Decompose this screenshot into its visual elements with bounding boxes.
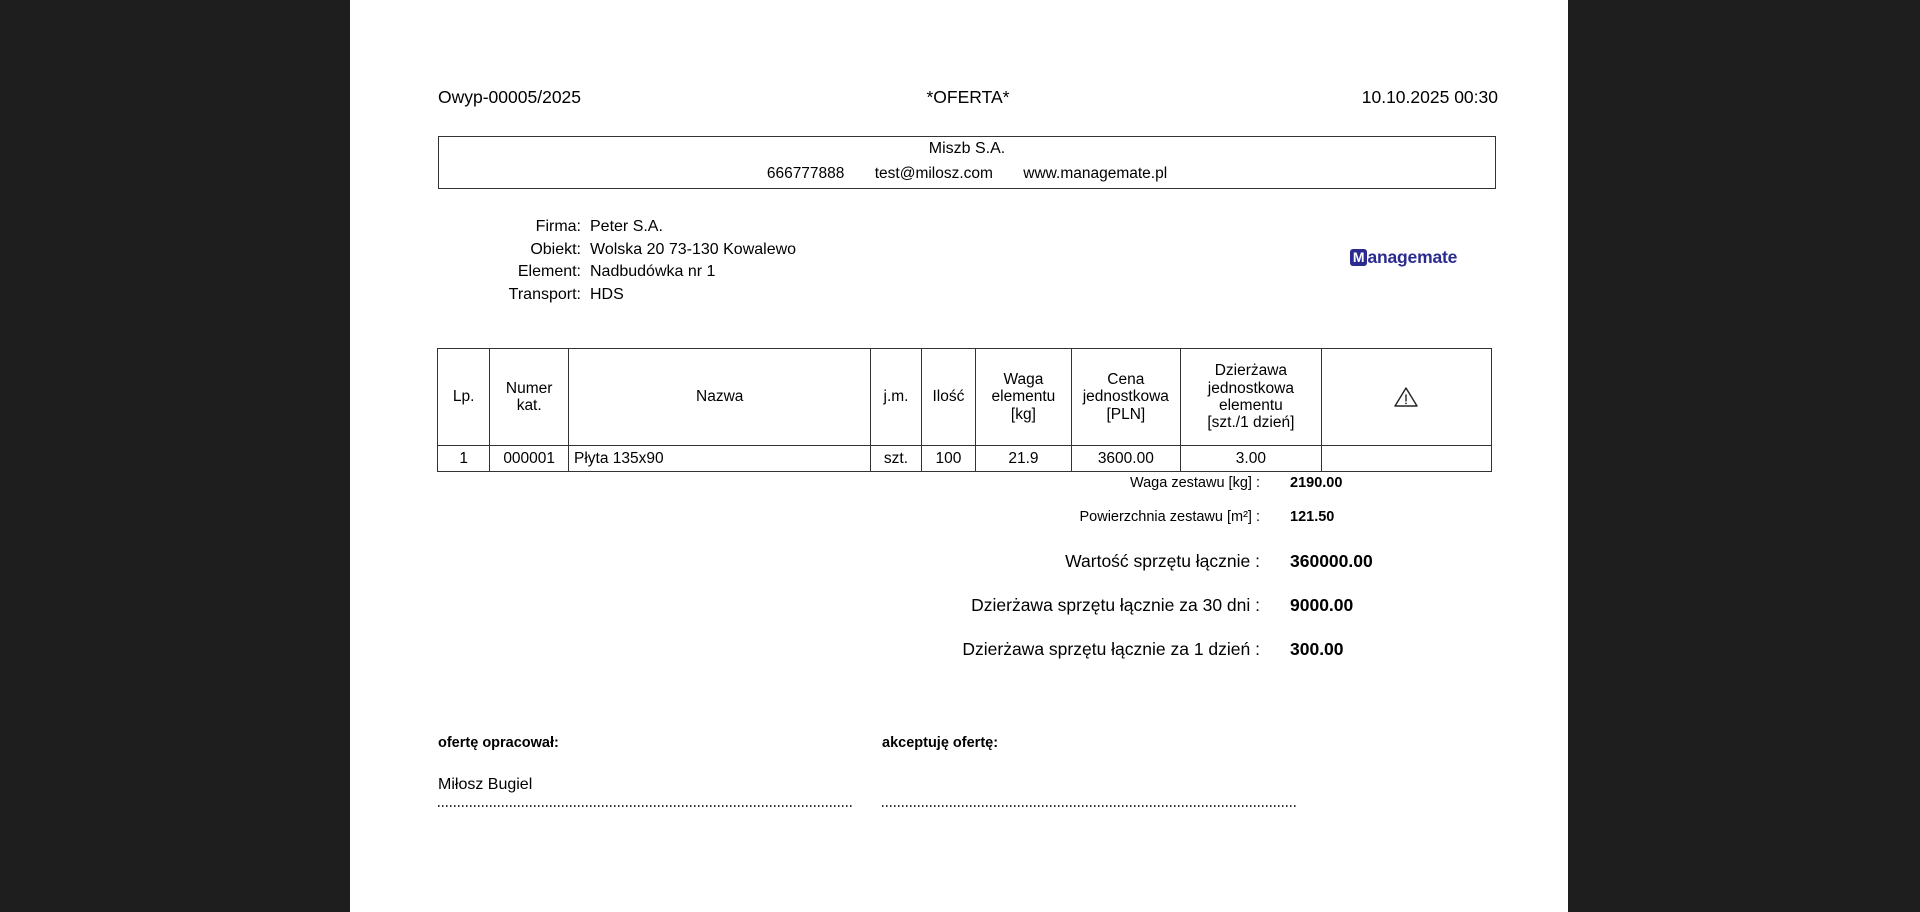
meta-value-obiekt: Wolska 20 73-130 Kowalewo (590, 240, 797, 258)
document-header-line (438, 85, 1498, 109)
cell-numer-kat: 000001 (490, 446, 569, 472)
company-phone: 666777888 (766, 165, 845, 182)
column-header-nazwa: Nazwa (568, 349, 871, 446)
column-header-cena-line3: [PLN] (1106, 405, 1146, 423)
total-row-area (438, 507, 1498, 541)
column-header-warning (1321, 349, 1491, 446)
total-label-rent-1-day: Dzierżawa sprzętu łącznie za 1 dzień : (962, 639, 1260, 659)
meta-label-firma: Firma: (535, 218, 581, 235)
meta-row-transport (438, 286, 1058, 309)
column-header-waga-line2: elementu (991, 388, 1056, 406)
meta-row-element (438, 263, 1058, 286)
logo-badge-icon: M (1350, 249, 1367, 266)
total-value-area: 121.50 (1290, 509, 1335, 525)
meta-value-element: Nadbudówka nr 1 (590, 263, 716, 280)
column-header-cena-line2: jednostkowa (1082, 388, 1169, 406)
column-header-cena (1071, 349, 1181, 446)
column-header-dzierzawa-line2: jednostkowa (1207, 379, 1294, 397)
cell-waga: 21.9 (976, 446, 1071, 472)
company-info-box (438, 136, 1496, 189)
table-header-row (438, 349, 1492, 446)
cell-jm: szt. (871, 446, 921, 472)
total-value-weight: 2190.00 (1290, 475, 1343, 491)
signature-accepted-by-label: akceptuję ofertę: (882, 735, 999, 751)
signature-line-left (438, 804, 852, 807)
meta-label-obiekt: Obiekt: (530, 240, 581, 258)
total-label-weight: Waga zestawu [kg] : (1129, 475, 1260, 491)
meta-row-obiekt (438, 241, 1058, 264)
column-header-waga-line1: Waga (1003, 370, 1044, 388)
total-value-equipment-value: 360000.00 (1290, 551, 1373, 571)
signature-prepared-by-name: Miłosz Bugiel (438, 776, 533, 793)
meta-value-transport: HDS (590, 285, 624, 303)
column-header-lp: Lp. (438, 349, 490, 446)
cell-ilosc: 100 (921, 446, 976, 472)
meta-label-element: Element: (517, 263, 581, 280)
column-header-cena-line1: Cena (1107, 370, 1145, 388)
signature-prepared-by (438, 735, 852, 807)
total-row-rent-1-day (438, 639, 1498, 673)
column-header-dzierzawa-line3: elementu (1218, 397, 1283, 414)
logo-text: anagemate (1367, 246, 1458, 267)
signature-line-right (882, 804, 1296, 807)
total-row-weight (438, 473, 1498, 507)
column-header-numer-kat (490, 349, 569, 446)
company-website: www.managemate.pl (1023, 165, 1168, 182)
managemate-logo (1350, 244, 1457, 270)
totals-section (438, 473, 1498, 673)
meta-value-firma: Peter S.A. (590, 218, 663, 235)
column-header-waga (976, 349, 1071, 446)
total-label-equipment-value: Wartość sprzętu łącznie : (1065, 551, 1260, 571)
totals-spacer-2 (438, 585, 1498, 595)
total-label-rent-30-days: Dzierżawa sprzętu łącznie za 30 dni : (971, 595, 1260, 615)
cell-cena: 3600.00 (1071, 446, 1181, 472)
totals-spacer (438, 541, 1498, 551)
column-header-numer-kat-line2: kat. (516, 397, 542, 414)
total-row-equipment-value (438, 551, 1498, 585)
column-header-dzierzawa (1181, 349, 1322, 446)
cell-warning (1321, 446, 1491, 472)
document-number: Owyp-00005/2025 (438, 87, 582, 107)
column-header-jm: j.m. (871, 349, 921, 446)
total-value-rent-1-day: 300.00 (1290, 639, 1344, 659)
document-datetime: 10.10.2025 00:30 (1361, 87, 1498, 107)
total-label-area: Powierzchnia zestawu [m²] : (1079, 509, 1260, 525)
totals-spacer-3 (438, 629, 1498, 639)
meta-label-transport: Transport: (508, 285, 581, 303)
table-row (438, 446, 1492, 472)
column-header-numer-kat-line1: Numer (505, 379, 553, 397)
document-page (350, 0, 1568, 912)
signature-accepted-by (882, 735, 1296, 807)
signature-accepted-by-name (882, 776, 1296, 796)
meta-row-firma (438, 218, 1058, 241)
column-header-ilosc: Ilość (921, 349, 976, 446)
total-row-rent-30-days (438, 595, 1498, 629)
items-table (437, 348, 1492, 472)
company-contacts (439, 165, 1495, 183)
cell-lp: 1 (438, 446, 490, 472)
column-header-dzierzawa-line1: Dzierżawa (1214, 362, 1288, 380)
company-email: test@milosz.com (874, 165, 993, 182)
total-value-rent-30-days: 9000.00 (1290, 595, 1354, 615)
company-name: Miszb S.A. (928, 140, 1006, 157)
page-title: *OFERTA* (926, 87, 1010, 107)
order-meta (438, 218, 1058, 308)
cell-dzierzawa: 3.00 (1181, 446, 1322, 472)
signature-prepared-by-label: ofertę opracował: (438, 735, 559, 751)
column-header-waga-line3: [kg] (1010, 405, 1036, 423)
cell-nazwa: Płyta 135x90 (568, 446, 871, 472)
signature-section (438, 735, 1498, 845)
column-header-dzierzawa-line4: [szt./1 dzień] (1207, 414, 1295, 432)
warning-icon (1393, 385, 1419, 409)
